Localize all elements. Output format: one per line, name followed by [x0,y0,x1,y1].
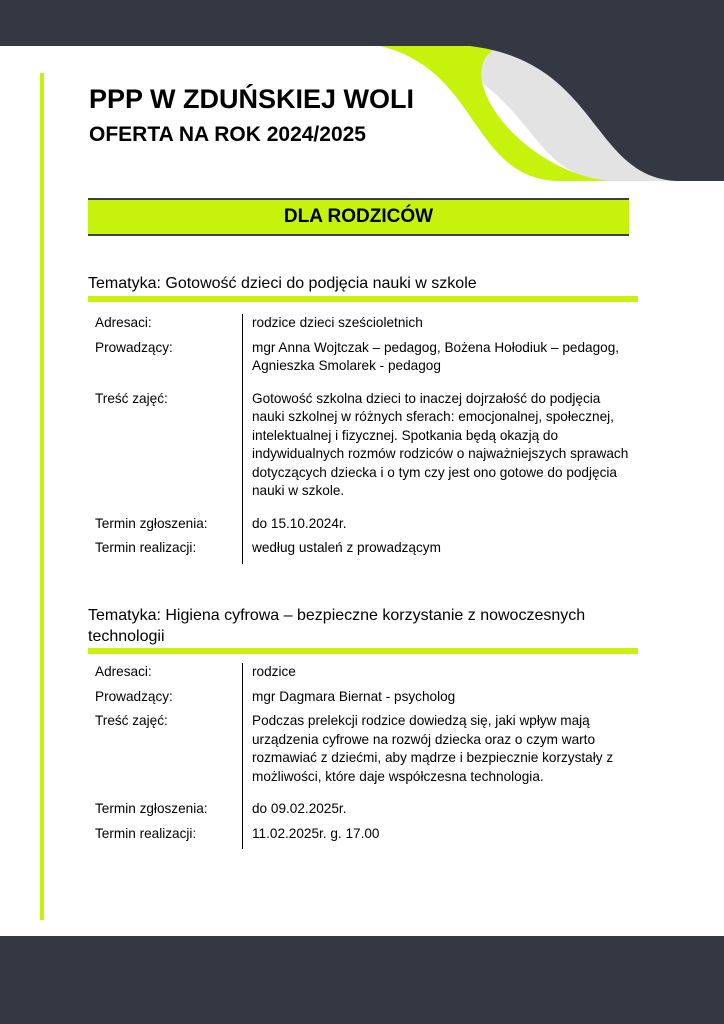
detail-label: Treść zajęć: [95,713,168,728]
detail-row-leaders [95,339,635,390]
topic-label: Tematyka: [88,607,161,624]
detail-value: mgr Anna Wojtczak – pedagog, Bożena Hołodiuk – pedagog, Agnieszka Smolarek - pedagog [242,339,632,390]
detail-value: 11.02.2025r. g. 17.00 [242,825,632,850]
detail-row-addressees [95,663,635,688]
detail-row-realization [95,539,635,564]
section-banner [88,198,629,236]
detail-label: Prowadzący: [95,339,173,355]
detail-row-addressees [95,314,635,339]
detail-row-registration [95,800,635,825]
detail-label: Termin realizacji: [95,540,197,555]
topic-title: Gotowość dzieci do podjęcia nauki w szkole [165,275,477,292]
topic-rule [88,648,638,654]
detail-value: Podczas prelekcji rodzice dowiedzą się, jaki wpływ mają urządzenia cyfrowe na rozwój dziecka oraz o czym warto rozmawiać z dziećmi, aby mądrze i bezpiecznie korzystały z możliwości, które daje współczesna technologia. [242,712,632,800]
detail-value: rodzice dzieci sześcioletnich [242,314,632,339]
topic-details [95,663,635,849]
detail-label: Adresaci: [95,315,152,330]
detail-label: Adresaci: [95,664,152,679]
bottom-decor-band [0,936,724,1024]
detail-value: mgr Dagmara Biernat - psycholog [242,688,632,713]
detail-label: Termin zgłoszenia: [95,515,208,531]
detail-row-content [95,390,635,515]
detail-value: do 15.10.2024r. [242,515,632,540]
topic-title: Higiena cyfrowa – bezpieczne korzystanie z nowoczesnych technologii [88,607,586,645]
detail-value: Gotowość szkolna dzieci to inaczej dojrzałość do podjęcia nauki szkolnej w różnych sferach: emocjonalnej, społecznej, intelektualnej i fizycznej. Spotkania będą okazją do indywidualnych rozmów rodziców o najważniejszych sprawach dotyczących dziecka i o tym czy jest ono gotowe do podjęcia nauki w szkole. [242,390,632,515]
detail-row-realization [95,825,635,850]
detail-value: według ustaleń z prowadzącym [242,539,632,564]
detail-row-content [95,712,635,800]
detail-row-registration [95,515,635,540]
detail-value: do 09.02.2025r. [242,800,632,825]
detail-row-leaders [95,688,635,713]
detail-label: Treść zajęć: [95,390,168,406]
detail-value: rodzice [242,663,632,688]
detail-label: Prowadzący: [95,688,173,704]
detail-label: Termin realizacji: [95,825,197,841]
detail-label: Termin zgłoszenia: [95,801,208,816]
topic-heading [88,273,638,294]
topic-details [95,314,635,564]
topic-rule [88,296,638,302]
page-subtitle: OFERTA NA ROK 2024/2025 [89,123,366,146]
left-accent-line [40,73,44,920]
topic-heading [88,605,633,647]
section-title: DLA RODZICÓW [283,206,434,227]
topic-label: Tematyka: [88,275,161,292]
page-title: PPP W ZDUŃSKIEJ WOLI [89,84,415,114]
